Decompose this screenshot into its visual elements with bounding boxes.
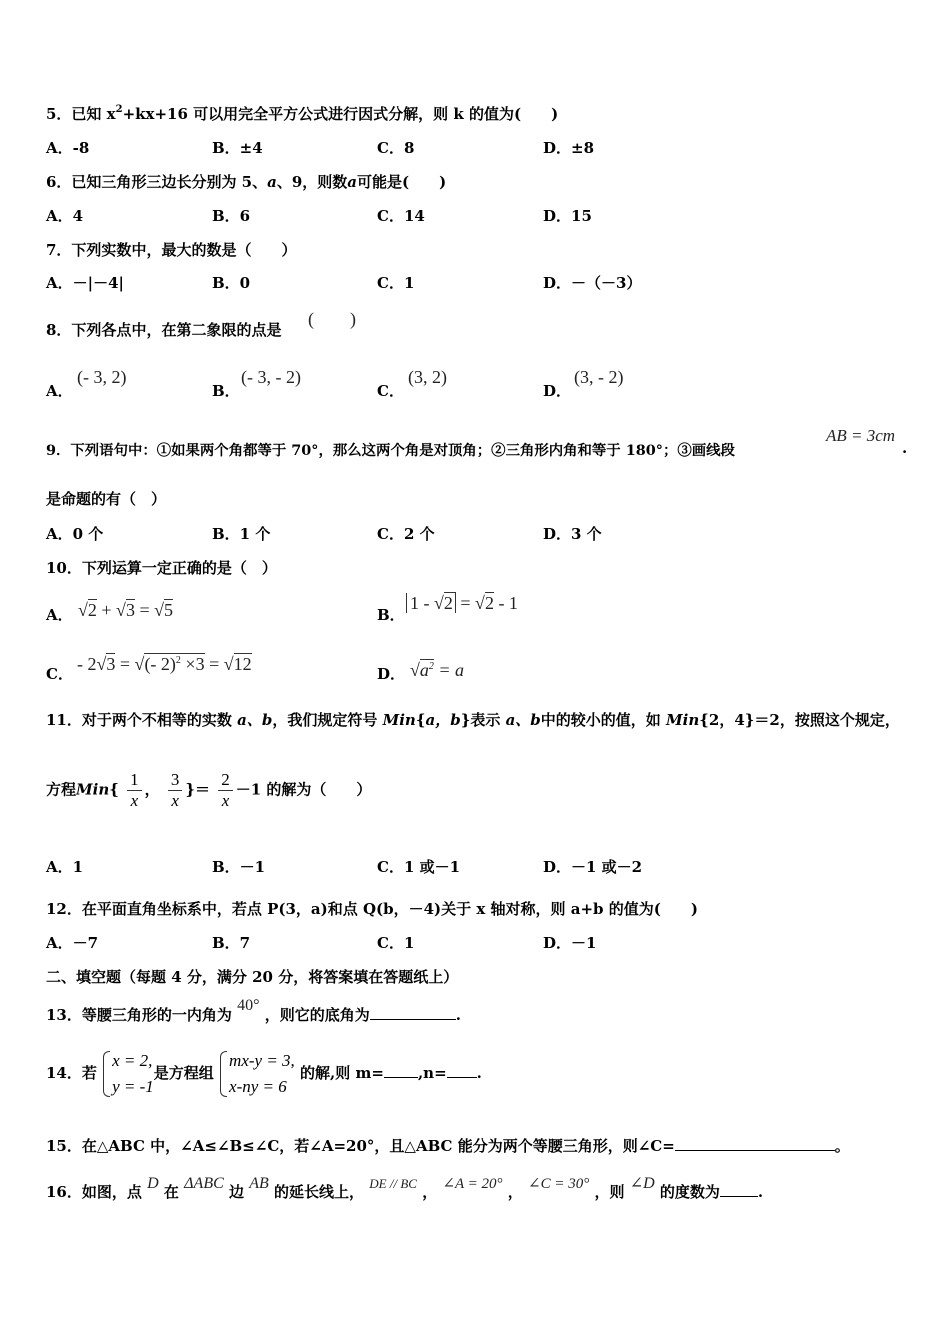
q10-stem: 10．下列运算一定正确的是（ ）: [46, 559, 277, 577]
q13-answer-blank[interactable]: [370, 1005, 456, 1020]
q7-option-b: B．0: [212, 274, 251, 292]
q5-option-a: A．-8: [46, 139, 90, 157]
q10-option-c-math: - 2√3 = √(- 2)$^2$ ×3 = √12: [77, 654, 252, 674]
q12-option-a: A．－7: [46, 934, 99, 952]
q6-stem: 6．已知三角形三边长分别为 5、a、9，则数a可能是( ): [46, 173, 447, 191]
q5-stem: 5．已知 $x^2+kx+16$ 可以用完全平方公式进行因式分解，则 k 的值为( ): [46, 104, 559, 123]
q11-option-b: B．－1: [212, 858, 266, 876]
q15-answer-blank[interactable]: [675, 1136, 835, 1151]
q16-answer-blank[interactable]: [720, 1182, 758, 1197]
q10-option-a-math: √2 + √3 = √5: [78, 600, 173, 620]
q9-line2: 是命题的有（ ）: [46, 490, 167, 508]
q5-option-b: B．±4: [212, 139, 263, 157]
q10-option-a-label: A．: [46, 606, 73, 624]
q13-stem: 13．等腰三角形的一内角为 40° ，则它的底角为 .: [46, 997, 462, 1024]
q11-option-c: C．1 或－1: [377, 858, 461, 876]
q12-stem: 12．在平面直角坐标系中，若点 P(3，a)和点 Q(b，－4)关于 x 轴对称，则 a+b 的值为( ): [46, 900, 698, 918]
q8-option-d-point: (3, - 2): [574, 367, 624, 387]
q8-paren: ( ): [308, 309, 356, 329]
q12-option-d: D．－1: [543, 934, 597, 952]
q12-option-c: C．1: [377, 934, 415, 952]
q6-option-b: B．6: [212, 207, 251, 225]
q14-stem: 14．若 x = 2, y = -1 是方程组 mx-y = 3, x-ny = 6 的解,则 m= ,n= .: [46, 1048, 482, 1100]
q11-option-d: D．－1 或－2: [543, 858, 643, 876]
q9-option-b: B．1 个: [212, 525, 271, 543]
q7-stem: 7．下列实数中，最大的数是（ ）: [46, 241, 297, 259]
q8-option-b-label: B．: [212, 382, 240, 400]
q15-stem: 15．在△ABC 中，∠A≤∠B≤∠C，若∠A=20°，且△ABC 能分为两个等腰三角形，则∠C= 。: [46, 1137, 850, 1155]
q11-frac-3: $\frac{3}{x}$: [168, 770, 183, 811]
q5-option-d: D．±8: [543, 139, 595, 157]
q8-option-c-point: (3, 2): [408, 367, 447, 387]
section-2-heading: 二、填空题（每题 4 分，满分 20 分，将答案填在答题纸上）: [46, 968, 459, 986]
q11-frac-2: $\frac{2}{x}$: [218, 770, 233, 811]
q7-option-c: C．1: [377, 274, 415, 292]
q6-option-d: D．15: [543, 207, 592, 225]
q16-stem: 16．如图，点 D 在 ΔABC 边 AB 的延长线上， DE // BC ， ∠A = 20° ， ∠C = 30° ，则 ∠D 的度数为 .: [46, 1175, 764, 1201]
q8-stem: 8．下列各点中，在第二象限的点是: [46, 321, 282, 339]
q14-n-blank[interactable]: [447, 1063, 477, 1078]
q11-line1: 11．对于两个不相等的实数 a、b，我们规定符号 Min{a，b}表示 a、b中的较小的值，如 Min{2，4}＝2，按照这个规定，: [46, 711, 900, 729]
q9-option-a: A．0 个: [46, 525, 104, 543]
q10-option-d-label: D．: [377, 665, 406, 683]
q10-option-b-math: 1 - √2 = √2 - 1: [406, 593, 518, 614]
q9-tail: .: [902, 439, 908, 457]
q8-option-a-label: A．: [46, 382, 73, 400]
q5-option-c: C．8: [377, 139, 415, 157]
q6-option-a: A．4: [46, 207, 84, 225]
q11-option-a: A．1: [46, 858, 84, 876]
q7-option-d: D．－（－3）: [543, 274, 642, 292]
q9-option-d: D．3 个: [543, 525, 602, 543]
q9-option-c: C．2 个: [377, 525, 435, 543]
q7-option-a: A．－|－4|: [46, 274, 124, 292]
q8-option-d-label: D．: [543, 382, 572, 400]
q14-m-blank[interactable]: [384, 1063, 418, 1078]
q11-equation: 方程Min{ $\frac{1}{x}$ ， $\frac{3}{x}$ }＝ $\frac{2}{x}$ －1 的解为（ ）: [46, 770, 372, 810]
q10-option-d-math: $√a^2 = a$: [410, 660, 465, 680]
q14-solution-system: x = 2, y = -1: [102, 1048, 154, 1100]
q12-option-b: B．7: [212, 934, 251, 952]
q6-option-c: C．14: [377, 207, 425, 225]
q8-option-a-point: (- 3, 2): [77, 367, 127, 387]
q8-option-c-label: C．: [377, 382, 404, 400]
q11-frac-1: $\frac{1}{x}$: [127, 770, 142, 811]
q8-option-b-point: (- 3, - 2): [241, 367, 301, 387]
q13-angle: 40°: [237, 997, 260, 1014]
q10-option-c-label: C．: [46, 665, 73, 683]
q14-equation-system: mx-y = 3, x-ny = 6: [219, 1048, 295, 1100]
q9-math-ab: AB = 3cm: [826, 426, 896, 445]
q10-option-b-label: B．: [377, 606, 405, 624]
q9-stem: 9．下列语句中：①如果两个角都等于 70°，那么这两个角是对顶角；②三角形内角和等于 180°；③画线段: [46, 442, 735, 459]
